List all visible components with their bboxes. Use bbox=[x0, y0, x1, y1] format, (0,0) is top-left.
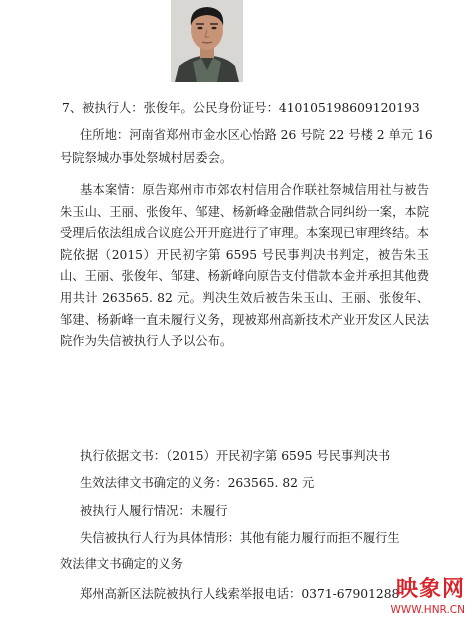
watermark-brand: 映象网 bbox=[395, 577, 465, 602]
report-hotline-line: 郑州高新区法院被执行人线索举报电话：0371-67901288 bbox=[80, 587, 400, 601]
address-line-1: 住所地：河南省郑州市金水区心怡路 26 号院 22 号楼 2 单元 16 bbox=[80, 128, 433, 142]
basis-document-line: 执行依据文书：（2015）开民初字第 6595 号民事判决书 bbox=[80, 449, 391, 463]
entry-number-line: 7、被执行人：张俊年。公民身份证号：410105198609120193 bbox=[62, 101, 420, 115]
person-photo bbox=[171, 0, 243, 82]
obligation-line: 生效法律文书确定的义务：263565. 82 元 bbox=[80, 476, 315, 490]
portrait-image bbox=[171, 0, 243, 82]
case-basic-paragraph: 基本案情：原告郑州市市郊农村信用合作联社祭城信用社与被告朱玉山、王丽、张俊年、邹建、杨新峰金融借款合同纠纷一案，本院受理后依法组成合议庭公开开庭进行了审理。本案现已审理终结。本院依据（2015）开民初字第 6595 号民事判决书判定，被告朱玉山、王丽、张俊年、邹建、杨新峰向原告支付借款本金并承担其他费用共计 263565. 82 元。判决生效后被告朱玉山、王丽、张俊年、邹建、杨新峰一直未履行义务，现被郑州高新技术产业开发区人民法院作为失信被执行人予以公布。 bbox=[60, 183, 429, 349]
address-line-2: 号院祭城办事处祭城村居委会。 bbox=[60, 151, 233, 165]
hnr-watermark bbox=[349, 572, 469, 616]
watermark-url: WWW.HNR.CN bbox=[390, 604, 465, 616]
performance-status-line: 被执行人履行情况：未履行 bbox=[80, 504, 228, 518]
dishonest-behavior-line-2: 效法律文书确定的义务 bbox=[60, 557, 183, 571]
dishonest-behavior-line-1: 失信被执行人行为具体情形：其他有能力履行而拒不履行生 bbox=[80, 531, 400, 545]
